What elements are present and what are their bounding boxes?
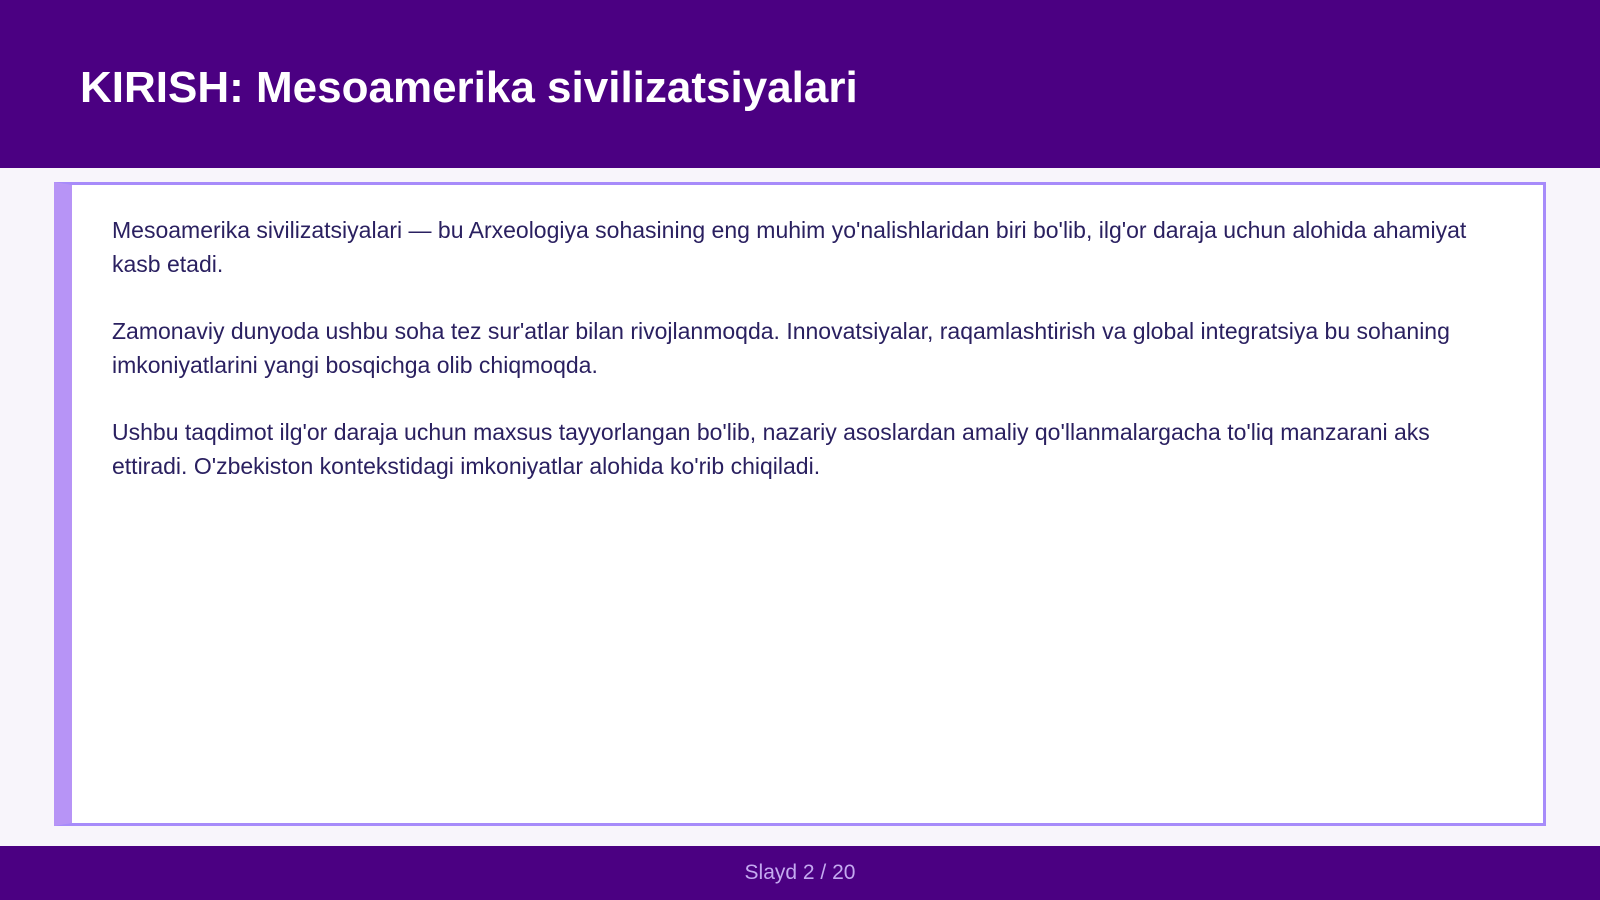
content-box bbox=[54, 182, 1546, 826]
slide-footer bbox=[0, 846, 1600, 900]
content-text bbox=[112, 213, 1502, 516]
slide-number: Slayd 2 / 20 bbox=[744, 861, 856, 884]
slide-title: KIRISH: Mesoamerika sivilizatsiyalari bbox=[80, 63, 858, 112]
paragraph-1: Mesoamerika sivilizatsiyalari — bu Arxeologiya sohasining eng muhim yo'nalishlaridan biri bo'lib, ilg'or daraja uchun alohida ahamiyat kasb etadi. bbox=[112, 217, 1467, 277]
slide-header bbox=[0, 0, 1600, 168]
paragraph-3: Ushbu taqdimot ilg'or daraja uchun maxsus tayyorlangan bo'lib, nazariy asoslardan amaliy qo'llanmalargacha to'liq manzarani aks ettiradi. O'zbekiston kontekstidagi imkoniyatlar alohida ko'rib chiqiladi. bbox=[112, 419, 1430, 479]
paragraph-2: Zamonaviy dunyoda ushbu soha tez sur'atlar bilan rivojlanmoqda. Innovatsiyalar, raqamlashtirish va global integratsiya bu sohaning imkoniyatlarini yangi bosqichga olib chiqmoqda. bbox=[112, 318, 1450, 378]
